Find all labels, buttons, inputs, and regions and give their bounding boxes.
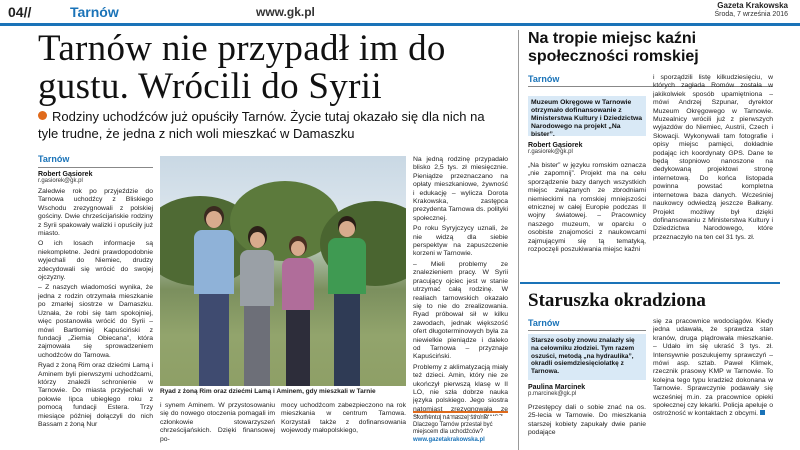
promo-link[interactable]: www.gazetakrakowska.pl xyxy=(413,436,485,443)
author-email: r.gasiorek@gk.pl xyxy=(38,178,83,184)
side-article-1-body-1: „Na bister” w języku romskim oznacza „nie zapomnij”. Projekt ma na celu sporządzenie bazy danych wszystkich miejsc związanych ze zbrodniami niemieckimi na romskiej mniejszości etnicznej w całej Europie podczas II wojny światowej. – Pracownicy naszego muzeum, w oparciu o osobiste znajomości z naukowcami zajmującymi się tą tematyką, rozpoczęli poszukiwania miejsc kaźni xyxy=(528,162,646,254)
author-byline: Robert Gąsiorek xyxy=(38,171,93,178)
end-mark-icon xyxy=(760,410,765,415)
section-name: Tarnów xyxy=(70,4,119,20)
main-article-column-3: mocy uchodźcom zabezpieczono na rok mieszkania w centrum Tarnowa. Korzystali także z dofinansowania wojewody małopolskiego, xyxy=(281,402,406,435)
photo-person xyxy=(194,206,234,386)
paper-date: Środa, 7 września 2016 xyxy=(714,11,788,18)
paragraph: – Z naszych wiadomości wynika, że jedna z rodzin otrzymała mieszkanie po zmarłej siostrze w Damaszku. Uznała, że robi się tam spokojniej, więc postanowiła wrócić do Syrii – mówi Bartłomiej Kapuściński z fundacji „Ziemia Obiecana”, która zajmowała się sprowadzeniem uchodźców do Tarnowa. xyxy=(38,284,153,359)
author-byline: Paulina Marcinek xyxy=(528,384,586,391)
main-article-lede xyxy=(38,108,508,142)
side-article-2-body-2 xyxy=(653,318,773,450)
photo-caption: Ryad z żoną Rim oraz dziećmi Lamą i Aminem, gdy mieszkali w Tarnie xyxy=(160,388,376,395)
page-header xyxy=(0,0,800,26)
article-photo xyxy=(160,156,406,386)
side-article-1-tag: Tarnów xyxy=(528,74,773,87)
side-article-2-byline xyxy=(528,384,646,397)
paper-name: Gazeta Krakowska xyxy=(717,1,788,10)
bullet-icon xyxy=(38,111,47,120)
side-article-2-body-2-text: się za pracownice wodociągów. Kiedy jedna udawała, że sprawdza stan kranów, druga plądrowała mieszkanie. – Udało im się ukraść 3 tys. zł. Intensywnie poszukujemy sprawczyń – mówi asp. sztab. Paweł Klimek, rzecznik prasowy KMP w Tarnowie. To kolejna tego typu kradzież dokonana w Tarnowie. Sprawczynie podawały się wcześniej m.in. za pracownice opieki społecznej czy lekarki. Policja apeluje o ostrożność w kontaktach z obcymi. xyxy=(653,318,773,418)
side-article-2-title: Staruszka okradziona xyxy=(528,290,706,311)
author-email: p.marcinek@gk.pl xyxy=(528,391,577,397)
side-article-1-summary: Muzeum Okręgowe w Tarnowie otrzymało dofinansowanie z Ministerstwa Kultury i Dziedzictwa Narodowego na projekt „Na bister”. xyxy=(528,96,646,136)
paragraph: – Mieli problemy ze znalezieniem pracy. W Syrii pracujący ojciec jest w stanie utrzymać całą rodzinę. W realiach tarnowskich okazało się to nie do zrealizowania. Ryad próbował sił w kilku zawodach, jednak większość ofert długoterminowych była za niewielkie pieniądze i daleko od Tarnowa – przyznaje Kapuściński. xyxy=(413,260,508,361)
author-byline: Robert Gąsiorek xyxy=(528,142,583,149)
comment-promo xyxy=(413,411,508,450)
main-article-column-1 xyxy=(38,154,153,450)
photo-person xyxy=(328,216,366,386)
side-article-1-byline xyxy=(528,142,646,155)
side-article-1-body-2: i sporządzili listę kilkudziesięciu, w których zagłada Romów została w jakikolwiek sposób upamiętniona – mówi Andrzej Szpunar, dyrektor Muzeum Okręgowego w Tarnowie. Muzealnicy wrócili już z pierwszych wyjazdów do Niemiec, Austrii, Czech i Słowacji. Wykonywali tam fotografie i opisy miejsc pamięci, dokładnie podając ich koordynaty GPS. Dane te będą stopniowo nanoszone na dedykowaną projektowi stronę internetową. Do końca listopada powinna powstać kompletna internetowa baza danych. Wcześniej naukowcy odwiedzą jeszcze Bałkany. Projekt możliwy był dzięki dofinansowaniu z Ministerstwa Kultury i Dziedzictwa Narodowego, które przeznaczyło na ten cel 31 tys. zł. xyxy=(653,74,773,241)
site-url[interactable]: www.gk.pl xyxy=(256,5,315,19)
photo-person xyxy=(282,236,314,386)
side-article-2-tag: Tarnów xyxy=(528,318,646,331)
paragraph: Ryad z żoną Rim oraz dziećmi Lamą i Aminem byli pierwszymi uchodźcami, którzy znaleźli schronienie w Tarnowie. Do miasta przyjechali w połowie lipca ubiegłego roku z pomocą fundacji Estera. Trzy miesiące później dołączyli do nich Bassam z żoną Nur xyxy=(38,362,153,428)
lede-text: Rodziny uchodźców już opuściły Tarnów. Życie tutaj okazało się dla nich na tyle trudne, że jedna z nich woli mieszkać w Damaszku xyxy=(38,109,485,141)
paragraph: O ich losach informacje są niekompletne. Jedni prawdopodobnie wyjechali do Niemiec, drudzy zdecydowali się wrócić do swojej ojczyzny. xyxy=(38,240,153,282)
photo-person xyxy=(240,226,274,386)
page-number: 04// xyxy=(8,4,32,20)
paragraph: Po roku Syryjczycy uznali, że nie widzą dla siebie perspektyw na zapuszczenie korzeni w Tarnowie. xyxy=(413,225,508,258)
column-divider xyxy=(518,30,519,450)
main-article-title: Tarnów nie przypadł im do gustu. Wrócili do Syrii xyxy=(38,28,446,107)
article-tag: Tarnów xyxy=(38,154,153,168)
side-article-2-summary: Starsze osoby znowu znalazły się na celowniku złodziei. Tym razem oszuści, metodą „na hydraulika”, okradli osiemdziesięciolatkę z Tarnowa. xyxy=(528,334,646,380)
body-text xyxy=(38,188,153,429)
paragraph: Problemy z aklimatyzacją miały też dzieci. Amin, który nie ze ukończył pierwszą klasę w II LO, nie szła dobrze nauka języka polskiego. Jego siostra natomiast zrezygnowała ze xyxy=(413,363,508,413)
side-article-1-title: Na tropie miejsc kaźni społeczności romskiej xyxy=(528,30,699,65)
side-article-2-body-1: Przestępcy dali o sobie znać na os. 25-lecia w Tarnowie. Do mieszkania starszej kobiety zapukały dwie panie podające xyxy=(528,404,646,437)
paragraph: Na jedną rodzinę przypadało blisko 2,5 tys. zł miesięcznie. Pieniądze przeznaczano na opłaty mieszkaniowe, żywność i edukację – wylicza Dorota Krakowska, zastępca prezydenta Tarnowa ds. polityki społecznej. xyxy=(413,156,508,222)
author-email: r.gasiorek@gk.pl xyxy=(528,149,573,155)
main-article-column-4 xyxy=(413,156,508,416)
main-article-column-2: i synem Aminem. W przystosowaniu się do nowego otoczenia pomagali im członkowie stowarzyszeń chrześcijańskich. Dzięki finansowej po- xyxy=(160,402,275,443)
promo-text: Skomentuj na naszej stronie Dlaczego Tarnów przestał być miejscem dla uchodźców? xyxy=(413,415,493,436)
paragraph: Zaledwie rok po przyjeździe do Tarnowa uchodźcy z Bliskiego Wschodu zrezygnowali z polskiej gościny. Dwie chrześcijańskie rodziny z Syrii spakowały walizki i opuściły już miasto. xyxy=(38,188,153,238)
section-divider xyxy=(520,282,780,284)
